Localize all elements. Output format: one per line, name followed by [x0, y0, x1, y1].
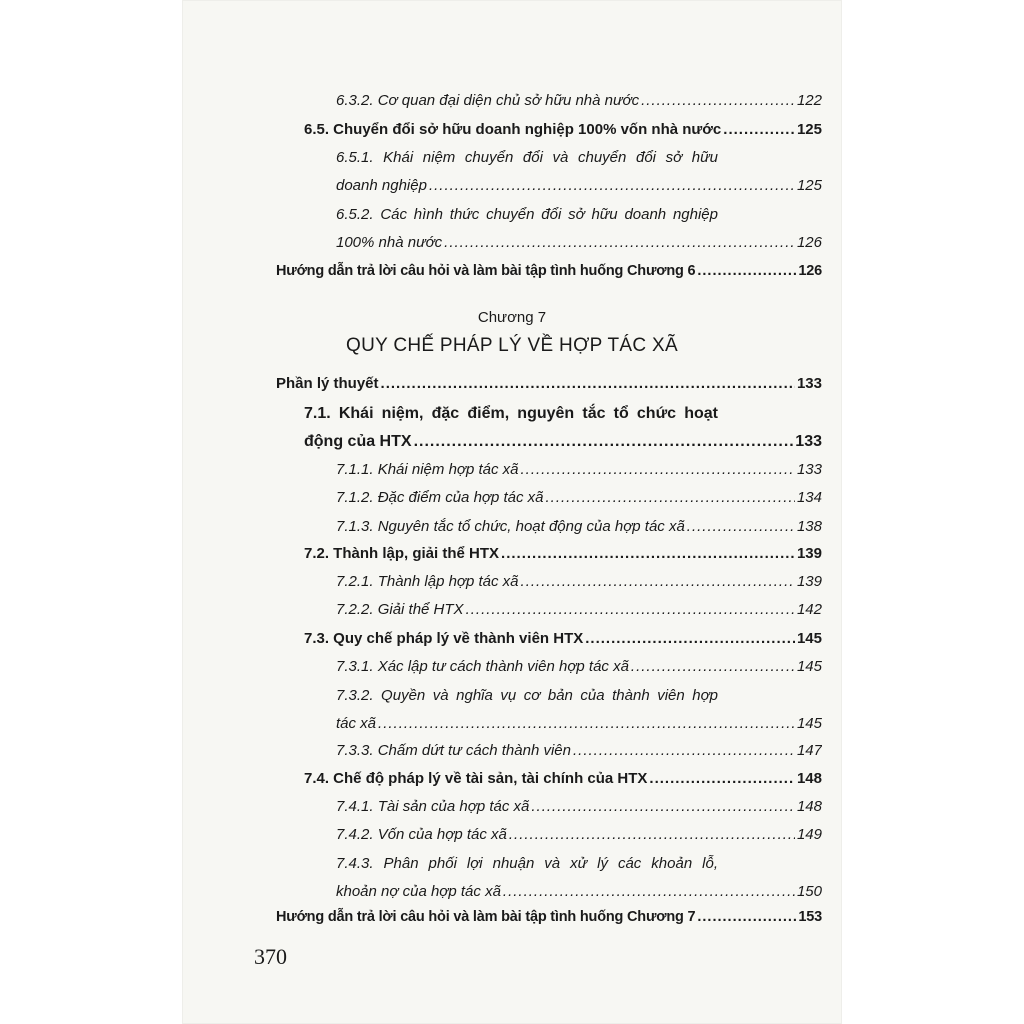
dot-leader — [501, 543, 795, 565]
toc-entry-page: 133 — [796, 375, 822, 392]
toc-entry-title: 7.2. Thành lập, giải thể HTX — [304, 545, 500, 562]
toc-entry-page: 122 — [796, 92, 822, 109]
toc-entry-title: 6.3.2. Cơ quan đại diện chủ sở hữu nhà nước — [336, 92, 640, 109]
toc-entry-6-5-2 — [336, 232, 822, 254]
toc-entry-title: 7.1.1. Khái niệm hợp tác xã — [336, 461, 519, 478]
toc-entry-6-5-1-line1: 6.5.1. Khái niệm chuyển đổi và chuyển đổi sở hữu — [336, 149, 718, 166]
toc-entry-page: 147 — [796, 742, 822, 759]
dot-leader — [521, 459, 795, 481]
dot-leader — [414, 431, 794, 453]
toc-entry-title: 100% nhà nước — [336, 234, 443, 251]
toc-entry-title: 7.1.2. Đặc điểm của hợp tác xã — [336, 489, 544, 506]
dot-leader — [521, 571, 795, 593]
toc-entry-title: khoản nợ của hợp tác xã — [336, 883, 501, 900]
toc-entry-title: Hướng dẫn trả lời câu hỏi và làm bài tập tình huống Chương 7 — [276, 909, 696, 925]
dot-leader — [546, 487, 795, 509]
toc-entry-7-3-1 — [336, 656, 822, 678]
dot-leader — [687, 516, 795, 538]
dot-leader — [381, 373, 795, 395]
toc-entry-page: 133 — [796, 461, 822, 478]
toc-entry-7-1 — [304, 431, 822, 453]
toc-entry-title: 7.2.1. Thành lập hợp tác xã — [336, 573, 519, 590]
toc-entry-title: 7.2.2. Giải thể HTX — [336, 601, 464, 618]
toc-entry-page: 125 — [796, 177, 822, 194]
toc-entry-7-3-2-line1: 7.3.2. Quyền và nghĩa vụ cơ bản của thành viên hợp — [336, 687, 718, 704]
toc-entry-7-1-3 — [336, 516, 822, 538]
toc-entry-6-5 — [304, 119, 822, 141]
toc-entry-page: 153 — [798, 909, 822, 925]
toc-entry-7-2-1 — [336, 571, 822, 593]
dot-leader — [649, 768, 795, 790]
toc-entry-page: 133 — [795, 433, 822, 450]
dot-leader — [573, 740, 795, 762]
toc-entry-title: doanh nghiệp — [336, 177, 427, 194]
toc-entry-7-4 — [304, 768, 822, 790]
toc-entry-7-1-line1: 7.1. Khái niệm, đặc điểm, nguyên tắc tổ chức hoạt — [304, 405, 718, 422]
dot-leader — [466, 599, 795, 621]
book-page — [182, 0, 842, 1024]
dot-leader — [641, 90, 795, 112]
toc-entry-6-3-2 — [336, 90, 822, 112]
page-number: 370 — [254, 944, 287, 969]
toc-entry-page: 149 — [796, 826, 822, 843]
toc-entry-7-4-1 — [336, 796, 822, 818]
toc-entry-page: 126 — [798, 263, 822, 279]
toc-entry-page: 150 — [796, 883, 822, 900]
toc-entry-title: 7.3.1. Xác lập tư cách thành viên hợp tác xã — [336, 658, 629, 675]
toc-entry-page: 126 — [796, 234, 822, 251]
toc-entry-7-1-1 — [336, 459, 822, 481]
dot-leader — [378, 713, 795, 735]
toc-entry-guide-ch7 — [276, 906, 822, 928]
toc-entry-7-4-2 — [336, 824, 822, 846]
toc-entry-page: 148 — [796, 798, 822, 815]
dot-leader — [631, 656, 795, 678]
toc-entry-theory — [276, 373, 822, 395]
dot-leader — [723, 119, 795, 141]
toc-entry-7-4-3 — [336, 881, 822, 903]
toc-entry-7-1-2 — [336, 487, 822, 509]
dot-leader — [697, 906, 796, 928]
toc-entry-page: 138 — [796, 518, 822, 535]
dot-leader — [531, 796, 795, 818]
dot-leader — [697, 260, 796, 282]
dot-leader — [444, 232, 795, 254]
dot-leader — [503, 881, 795, 903]
toc-entry-7-2 — [304, 543, 822, 565]
dot-leader — [585, 628, 795, 650]
dot-leader — [509, 824, 795, 846]
toc-entry-7-3-2 — [336, 713, 822, 735]
toc-entry-title: 7.4.1. Tài sản của hợp tác xã — [336, 798, 530, 815]
toc-entry-guide-ch6 — [276, 260, 822, 282]
toc-entry-page: 125 — [796, 121, 822, 138]
toc-entry-title: 7.4.2. Vốn của hợp tác xã — [336, 826, 507, 843]
toc-entry-title: Hướng dẫn trả lời câu hỏi và làm bài tập tình huống Chương 6 — [276, 263, 696, 279]
chapter-title: QUY CHẾ PHÁP LÝ VỀ HỢP TÁC XÃ — [346, 335, 678, 356]
toc-entry-6-5-2-line1: 6.5.2. Các hình thức chuyển đổi sở hữu doanh nghiệp — [336, 206, 718, 223]
toc-entry-7-2-2 — [336, 599, 822, 621]
toc-entry-page: 145 — [796, 715, 822, 732]
toc-entry-title: 7.4. Chế độ pháp lý về tài sản, tài chính của HTX — [304, 770, 648, 787]
toc-entry-page: 139 — [796, 573, 822, 590]
toc-entry-7-3 — [304, 628, 822, 650]
toc-entry-title: động của HTX — [304, 433, 412, 450]
toc-entry-6-5-1 — [336, 175, 822, 197]
toc-entry-title: 6.5. Chuyển đổi sở hữu doanh nghiệp 100% vốn nhà nước — [304, 121, 722, 138]
toc-entry-title: 7.3. Quy chế pháp lý về thành viên HTX — [304, 630, 584, 647]
toc-entry-page: 148 — [796, 770, 822, 787]
toc-entry-title: 7.1.3. Nguyên tắc tổ chức, hoạt động của hợp tác xã — [336, 518, 685, 535]
chapter-label: Chương 7 — [477, 309, 547, 326]
toc-entry-title: tác xã — [336, 715, 377, 732]
toc-entry-title: 7.3.3. Chấm dứt tư cách thành viên — [336, 742, 571, 759]
toc-entry-7-3-3 — [336, 740, 822, 762]
toc-entry-page: 145 — [796, 658, 822, 675]
toc-entry-page: 139 — [796, 545, 822, 562]
toc-entry-page: 142 — [796, 601, 822, 618]
toc-entry-title: Phần lý thuyết — [276, 375, 379, 392]
toc-entry-7-4-3-line1: 7.4.3. Phân phối lợi nhuận và xử lý các khoản lỗ, — [336, 855, 718, 872]
dot-leader — [429, 175, 795, 197]
toc-entry-page: 134 — [796, 489, 822, 506]
toc-entry-page: 145 — [796, 630, 822, 647]
